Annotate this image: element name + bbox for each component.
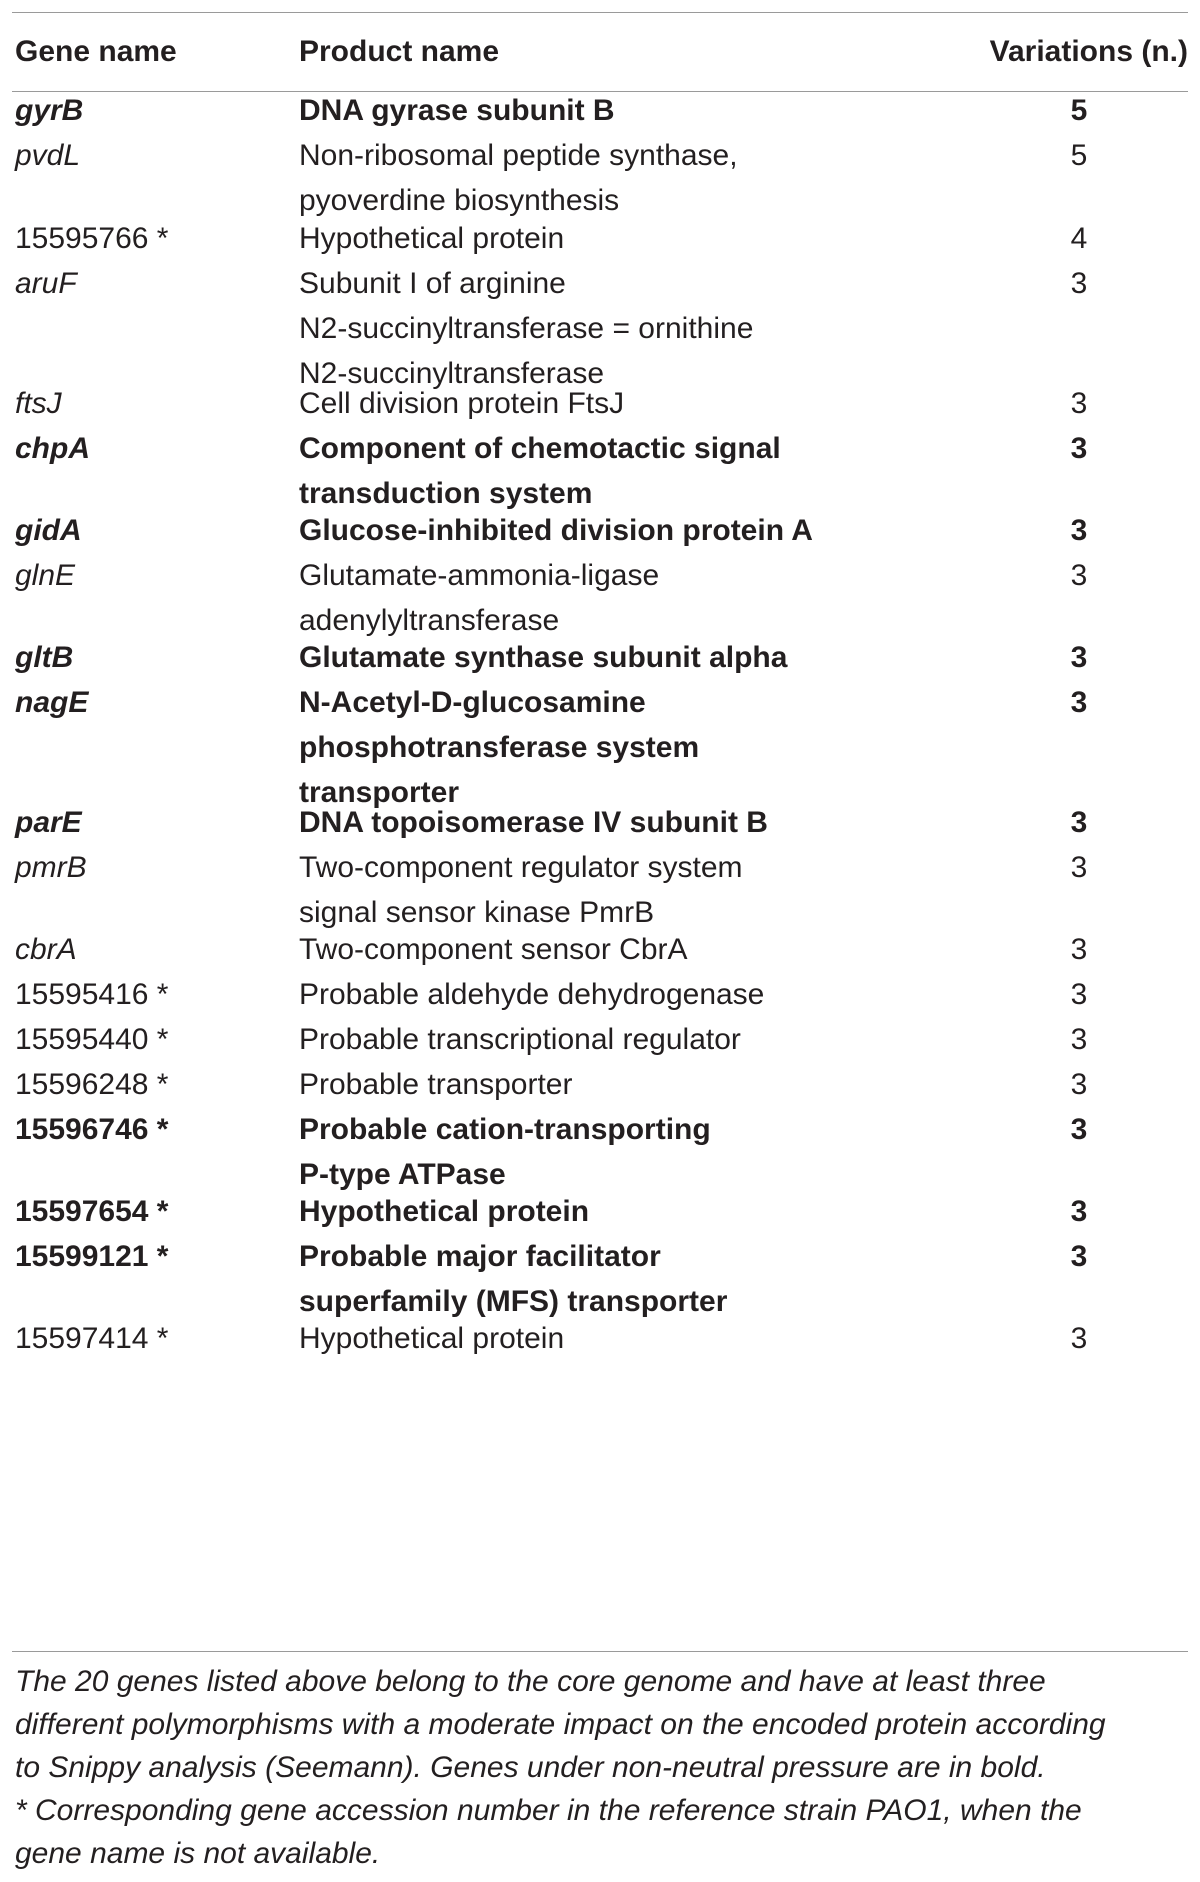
gene-cell: gyrB bbox=[15, 94, 84, 127]
gene-cell: gltB bbox=[15, 641, 74, 674]
gene-cell: 15599121 * bbox=[15, 1240, 169, 1273]
product-line: N2-succinyltransferase = ornithine bbox=[299, 312, 754, 345]
variations-cell: 3 bbox=[1070, 851, 1088, 884]
footnote-line: gene name is not available. bbox=[15, 1837, 381, 1870]
product-line: DNA topoisomerase IV subunit B bbox=[299, 806, 768, 839]
variations-cell: 3 bbox=[1070, 1113, 1088, 1146]
variations-cell: 5 bbox=[1070, 94, 1088, 127]
gene-cell: 15597414 * bbox=[15, 1322, 169, 1355]
variations-cell: 4 bbox=[1070, 222, 1088, 255]
product-cell bbox=[299, 553, 659, 643]
product-line: Probable transcriptional regulator bbox=[299, 1023, 741, 1056]
product-line: transduction system bbox=[299, 477, 593, 510]
product-line: Probable cation-transporting bbox=[299, 1113, 711, 1146]
product-cell bbox=[299, 216, 564, 261]
product-cell bbox=[299, 845, 743, 935]
gene-cell: nagE bbox=[15, 686, 89, 719]
product-cell bbox=[299, 508, 813, 553]
product-line: adenylyltransferase bbox=[299, 604, 560, 637]
product-line: Hypothetical protein bbox=[299, 1195, 590, 1228]
variations-cell: 3 bbox=[1070, 933, 1088, 966]
product-cell bbox=[299, 972, 764, 1017]
product-cell bbox=[299, 800, 768, 845]
product-cell bbox=[299, 381, 624, 426]
header-variations: Variations (n.) bbox=[989, 35, 1188, 68]
product-line: Probable transporter bbox=[299, 1068, 573, 1101]
product-cell bbox=[299, 680, 699, 815]
variations-cell: 3 bbox=[1070, 641, 1088, 674]
gene-cell: 15596746 * bbox=[15, 1113, 169, 1146]
product-line: Component of chemotactic signal bbox=[299, 432, 781, 465]
footnote-line: * Corresponding gene accession number in the reference strain PAO1, when the bbox=[15, 1794, 1082, 1827]
product-line: Non-ribosomal peptide synthase, bbox=[299, 139, 738, 172]
product-line: N2-succinyltransferase bbox=[299, 357, 605, 390]
variations-cell: 3 bbox=[1070, 559, 1088, 592]
product-cell bbox=[299, 1062, 573, 1107]
gene-cell: 15595416 * bbox=[15, 978, 169, 1011]
product-line: DNA gyrase subunit B bbox=[299, 94, 615, 127]
footnote-line: The 20 genes listed above belong to the core genome and have at least three bbox=[15, 1665, 1046, 1698]
product-line: Subunit I of arginine bbox=[299, 267, 566, 300]
product-line: N-Acetyl-D-glucosamine bbox=[299, 686, 646, 719]
product-line: pyoverdine biosynthesis bbox=[299, 184, 620, 217]
variations-cell: 3 bbox=[1070, 514, 1088, 547]
product-cell bbox=[299, 133, 738, 223]
variations-cell: 3 bbox=[1070, 1240, 1088, 1273]
product-line: Hypothetical protein bbox=[299, 222, 565, 255]
gene-cell: ftsJ bbox=[15, 387, 62, 420]
variations-cell: 3 bbox=[1070, 1068, 1088, 1101]
gene-cell: chpA bbox=[15, 432, 90, 465]
product-line: phosphotransferase system bbox=[299, 731, 700, 764]
product-cell bbox=[299, 261, 753, 396]
product-cell bbox=[299, 426, 781, 516]
header-product-name: Product name bbox=[299, 35, 500, 68]
variations-cell: 5 bbox=[1070, 139, 1088, 172]
product-cell bbox=[299, 1189, 589, 1234]
gene-cell: pvdL bbox=[15, 139, 81, 172]
product-line: Two-component regulator system bbox=[299, 851, 743, 884]
product-cell bbox=[299, 927, 688, 972]
gene-cell: cbrA bbox=[15, 933, 77, 966]
variations-cell: 3 bbox=[1070, 267, 1088, 300]
variations-cell: 3 bbox=[1070, 806, 1088, 839]
product-cell bbox=[299, 1017, 741, 1062]
variations-cell: 3 bbox=[1070, 978, 1088, 1011]
product-cell bbox=[299, 1234, 727, 1324]
product-line: Glutamate-ammonia-ligase bbox=[299, 559, 660, 592]
product-cell bbox=[299, 88, 615, 133]
product-cell bbox=[299, 635, 787, 680]
variations-cell: 3 bbox=[1070, 432, 1088, 465]
gene-cell: gidA bbox=[15, 514, 82, 547]
footnote-line: different polymorphisms with a moderate impact on the encoded protein according bbox=[15, 1708, 1106, 1741]
product-cell bbox=[299, 1107, 711, 1197]
product-line: superfamily (MFS) transporter bbox=[299, 1285, 728, 1318]
header-gene-name: Gene name bbox=[15, 35, 177, 68]
gene-cell: glnE bbox=[15, 559, 76, 592]
gene-cell: 15596248 * bbox=[15, 1068, 169, 1101]
gene-cell: 15595440 * bbox=[15, 1023, 169, 1056]
product-cell bbox=[299, 1316, 564, 1361]
table-header bbox=[0, 12, 1200, 91]
gene-cell: parE bbox=[15, 806, 82, 839]
variations-cell: 3 bbox=[1070, 1023, 1088, 1056]
product-line: Hypothetical protein bbox=[299, 1322, 565, 1355]
variations-cell: 3 bbox=[1070, 387, 1088, 420]
product-line: transporter bbox=[299, 776, 460, 809]
variations-cell: 3 bbox=[1070, 1322, 1088, 1355]
gene-cell: aruF bbox=[15, 267, 77, 300]
gene-cell: 15595766 * bbox=[15, 222, 169, 255]
product-line: P-type ATPase bbox=[299, 1158, 506, 1191]
product-line: Cell division protein FtsJ bbox=[299, 387, 625, 420]
table-footnote bbox=[15, 1660, 1187, 1875]
product-line: signal sensor kinase PmrB bbox=[299, 896, 655, 929]
variations-cell: 3 bbox=[1070, 1195, 1088, 1228]
product-line: Two-component sensor CbrA bbox=[299, 933, 688, 966]
gene-cell: pmrB bbox=[15, 851, 87, 884]
product-line: Glucose-inhibited division protein A bbox=[299, 514, 813, 547]
product-line: Glutamate synthase subunit alpha bbox=[299, 641, 788, 674]
footnote-line: to Snippy analysis (Seemann). Genes under non-neutral pressure are in bold. bbox=[15, 1751, 1046, 1784]
product-line: Probable aldehyde dehydrogenase bbox=[299, 978, 765, 1011]
bottom-rule bbox=[12, 1651, 1188, 1652]
gene-cell: 15597654 * bbox=[15, 1195, 169, 1228]
variations-cell: 3 bbox=[1070, 686, 1088, 719]
product-line: Probable major facilitator bbox=[299, 1240, 661, 1273]
